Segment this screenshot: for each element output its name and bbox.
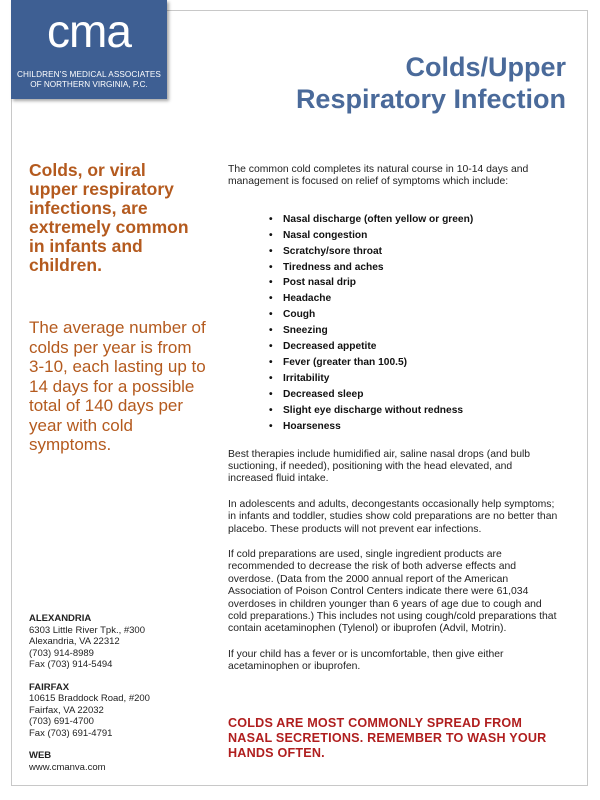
main-content	[228, 164, 558, 674]
list-item: • Decreased sleep	[269, 387, 558, 403]
therapies-paragraph: Best therapies include humidified air, saline nasal drops (and bulb suctioning, if needed), positioning with the head elevated, and increased fluid intake.	[228, 448, 531, 485]
preparations-paragraph: If cold preparations are used, single ingredient products are recommended to decrease the risk of both adverse effects and overdose. (Data from the 2000 annual report of the American Association of Poison Control Centers indicate there were 61,034 overdoses in children younger than 6 years of age due to cough and cold preparations.) This includes not using cough/cold preparations that contain acetaminophen (Tylenol) or ibuprofen (Advil, Motrin).	[228, 548, 557, 635]
list-item: • Slight eye discharge without redness	[269, 403, 558, 419]
office-fax: Fax (703) 691-4791	[29, 727, 113, 739]
list-item: • Decreased appetite	[269, 339, 558, 355]
logo-subtitle-line1: CHILDREN’S MEDICAL ASSOCIATES	[17, 70, 161, 79]
fever-paragraph: If your child has a fever or is uncomfortable, then give either acetaminophen or ibuprofen.	[228, 648, 504, 673]
office-address2: Fairfax, VA 22032	[29, 704, 104, 716]
office-phone: (703) 691-4700	[29, 716, 94, 727]
intro-paragraph: The common cold completes its natural course in 10-14 days and management is focused on relief of symptoms which include:	[228, 164, 529, 188]
office-address1: 10615 Braddock Road, #200	[29, 693, 150, 704]
list-item: • Tiredness and aches	[269, 260, 558, 276]
web-contact	[29, 750, 209, 773]
office-name: ALEXANDRIA	[29, 613, 92, 624]
office-fairfax	[29, 682, 209, 740]
web-label: WEB	[29, 750, 52, 761]
list-item: • Fever (greater than 100.5)	[269, 355, 558, 371]
title-line2: Respiratory Infection	[295, 84, 566, 115]
list-item: • Scratchy/sore throat	[269, 244, 558, 260]
handwashing-callout: COLDS ARE MOST COMMONLY SPREAD FROM NASAL SECRETIONS. REMEMBER TO WASH YOUR HANDS OFTEN.	[228, 716, 547, 760]
web-url[interactable]: www.cmanva.com	[29, 761, 106, 773]
title-line1: Colds/Upper	[405, 52, 566, 83]
sidebar-heading: Colds, or viral upper respiratory infections, are extremely common in infants and children.	[29, 160, 189, 275]
office-fax: Fax (703) 914-5494	[29, 659, 113, 670]
list-item: • Sneezing	[269, 323, 558, 339]
list-item: • Post nasal drip	[269, 275, 558, 291]
adolescents-paragraph: In adolescents and adults, decongestants occasionally help symptoms; in infants and toddler, studies show cold preparations are no better than placebo. These products will not prevent ear infections.	[228, 498, 558, 535]
logo-subtitle-line2: OF NORTHERN VIRGINIA, P.C.	[30, 80, 148, 89]
list-item: • Nasal discharge (often yellow or green)	[269, 212, 558, 228]
logo-mark: cma	[47, 5, 131, 57]
office-phone: (703) 914-8989	[29, 647, 94, 659]
list-item: • Headache	[269, 291, 558, 307]
office-address1: 6303 Little River Tpk., #300	[29, 624, 146, 636]
office-address2: Alexandria, VA 22312	[29, 636, 120, 647]
cma-logo	[11, 0, 167, 99]
sidebar-stat: The average number of colds per year is from 3-10, each lasting up to 14 days for a possible total of 140 days per year with cold symptoms.	[29, 318, 206, 454]
office-alexandria	[29, 613, 209, 671]
list-item: • Nasal congestion	[269, 228, 558, 244]
list-item: • Irritability	[269, 371, 558, 387]
page-title	[206, 51, 566, 115]
office-name: FAIRFAX	[29, 681, 70, 693]
office-contacts	[29, 613, 209, 784]
list-item: • Hoarseness	[269, 419, 558, 435]
symptom-list	[269, 212, 558, 435]
list-item: • Cough	[269, 307, 558, 323]
